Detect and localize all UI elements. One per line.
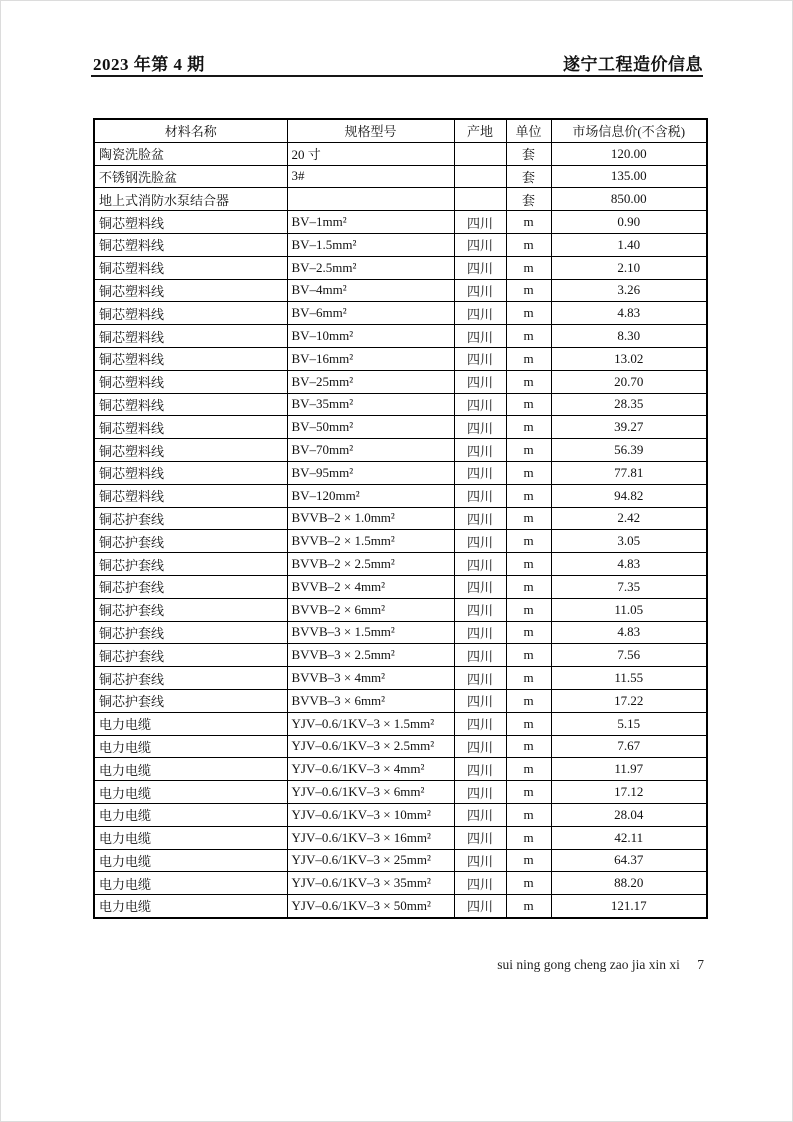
table-cell: 铜芯塑料线 (94, 393, 287, 416)
table-cell: 2.10 (551, 256, 707, 279)
table-cell: m (506, 667, 551, 690)
table-cell: 13.02 (551, 347, 707, 370)
table-cell (287, 188, 454, 211)
table-cell: 四川 (454, 484, 506, 507)
table-cell: 铜芯塑料线 (94, 416, 287, 439)
table-cell: 四川 (454, 712, 506, 735)
table-header-row (94, 119, 707, 142)
table-cell: 20 寸 (287, 142, 454, 165)
column-header-unit: 单位 (506, 119, 551, 142)
table-row (94, 849, 707, 872)
table-cell: 铜芯护套线 (94, 575, 287, 598)
table-cell: 四川 (454, 826, 506, 849)
table-cell: 电力电缆 (94, 895, 287, 918)
table-cell: 四川 (454, 553, 506, 576)
table-row (94, 895, 707, 918)
table-cell: 四川 (454, 575, 506, 598)
table-cell: BVVB–2 × 1.5mm² (287, 530, 454, 553)
table-cell: BV–6mm² (287, 302, 454, 325)
table-row (94, 712, 707, 735)
table-cell: m (506, 530, 551, 553)
table-cell: 11.55 (551, 667, 707, 690)
table-cell: 铜芯护套线 (94, 507, 287, 530)
table-row (94, 325, 707, 348)
publication-title: 遂宁工程造价信息 (563, 55, 703, 74)
table-cell: 四川 (454, 758, 506, 781)
issue-label: 2023 年第 4 期 (93, 55, 205, 74)
table-row (94, 461, 707, 484)
table-row (94, 644, 707, 667)
table-cell: 8.30 (551, 325, 707, 348)
table-cell: BV–70mm² (287, 439, 454, 462)
table-cell: 铜芯护套线 (94, 689, 287, 712)
table-cell: m (506, 279, 551, 302)
table-cell: 4.83 (551, 621, 707, 644)
table-cell: 42.11 (551, 826, 707, 849)
table-cell: m (506, 712, 551, 735)
table-cell: 1.40 (551, 233, 707, 256)
table-cell: 39.27 (551, 416, 707, 439)
table-cell: 四川 (454, 621, 506, 644)
table-cell: 四川 (454, 781, 506, 804)
table-row (94, 393, 707, 416)
table-cell: m (506, 644, 551, 667)
table-cell: 7.67 (551, 735, 707, 758)
table-cell: 地上式消防水泵结合器 (94, 188, 287, 211)
column-header-price: 市场信息价(不含税) (551, 119, 707, 142)
table-cell: 四川 (454, 211, 506, 234)
table-row (94, 598, 707, 621)
table-row (94, 416, 707, 439)
table-row (94, 279, 707, 302)
table-cell: m (506, 598, 551, 621)
table-cell: 电力电缆 (94, 781, 287, 804)
table-cell: m (506, 370, 551, 393)
table-row (94, 142, 707, 165)
table-cell: 135.00 (551, 165, 707, 188)
table-cell: YJV–0.6/1KV–3 × 25mm² (287, 849, 454, 872)
table-cell: 四川 (454, 872, 506, 895)
table-cell: m (506, 872, 551, 895)
table-cell: BVVB–3 × 1.5mm² (287, 621, 454, 644)
table-cell: 0.90 (551, 211, 707, 234)
table-cell: 四川 (454, 370, 506, 393)
table-cell: YJV–0.6/1KV–3 × 1.5mm² (287, 712, 454, 735)
table-cell: 四川 (454, 461, 506, 484)
table-cell: 3.05 (551, 530, 707, 553)
table-cell: 铜芯塑料线 (94, 370, 287, 393)
table-cell: 铜芯塑料线 (94, 302, 287, 325)
table-row (94, 872, 707, 895)
table-cell: m (506, 484, 551, 507)
table-cell (454, 142, 506, 165)
table-cell: 120.00 (551, 142, 707, 165)
table-cell: 4.83 (551, 553, 707, 576)
table-cell: 铜芯护套线 (94, 667, 287, 690)
table-body (94, 142, 707, 918)
table-row (94, 667, 707, 690)
table-cell: 铜芯塑料线 (94, 325, 287, 348)
table-cell: 铜芯塑料线 (94, 233, 287, 256)
table-cell: YJV–0.6/1KV–3 × 6mm² (287, 781, 454, 804)
table-cell: 5.15 (551, 712, 707, 735)
table-cell: YJV–0.6/1KV–3 × 2.5mm² (287, 735, 454, 758)
table-cell: YJV–0.6/1KV–3 × 4mm² (287, 758, 454, 781)
table-cell: m (506, 553, 551, 576)
table-cell: 四川 (454, 530, 506, 553)
table-cell: BVVB–2 × 6mm² (287, 598, 454, 621)
table-row (94, 233, 707, 256)
table-cell: BVVB–2 × 2.5mm² (287, 553, 454, 576)
table-cell: BVVB–2 × 1.0mm² (287, 507, 454, 530)
table-cell: 铜芯塑料线 (94, 484, 287, 507)
table-cell: m (506, 621, 551, 644)
table-cell: 铜芯塑料线 (94, 211, 287, 234)
table-cell: m (506, 325, 551, 348)
table-cell: m (506, 895, 551, 918)
table-cell: 850.00 (551, 188, 707, 211)
table-cell: 四川 (454, 325, 506, 348)
table-row (94, 370, 707, 393)
table-cell: 电力电缆 (94, 872, 287, 895)
table-cell: BV–120mm² (287, 484, 454, 507)
table-cell: m (506, 416, 551, 439)
table-cell: m (506, 256, 551, 279)
table-cell: 四川 (454, 256, 506, 279)
table-cell: 陶瓷洗脸盆 (94, 142, 287, 165)
table-cell: 套 (506, 188, 551, 211)
table-cell: 四川 (454, 735, 506, 758)
table-cell: 四川 (454, 233, 506, 256)
page-footer (497, 957, 704, 973)
table-row (94, 826, 707, 849)
table-cell (454, 165, 506, 188)
table-cell: 四川 (454, 439, 506, 462)
table-cell: m (506, 849, 551, 872)
table-cell: m (506, 393, 551, 416)
table-cell: BV–4mm² (287, 279, 454, 302)
table-cell: BV–35mm² (287, 393, 454, 416)
table-cell: m (506, 347, 551, 370)
table-cell: m (506, 826, 551, 849)
table-row (94, 621, 707, 644)
table-cell: m (506, 302, 551, 325)
table-cell: 铜芯塑料线 (94, 256, 287, 279)
table-cell: BV–95mm² (287, 461, 454, 484)
table-cell: 电力电缆 (94, 803, 287, 826)
table-cell: YJV–0.6/1KV–3 × 50mm² (287, 895, 454, 918)
table-cell: 四川 (454, 598, 506, 621)
table-cell: BV–10mm² (287, 325, 454, 348)
table-row (94, 758, 707, 781)
table-cell: 2.42 (551, 507, 707, 530)
table-cell: 铜芯塑料线 (94, 461, 287, 484)
table-cell: m (506, 575, 551, 598)
table-cell: m (506, 439, 551, 462)
table-row (94, 530, 707, 553)
table-cell: 铜芯护套线 (94, 530, 287, 553)
table-cell: 11.05 (551, 598, 707, 621)
table-cell: m (506, 758, 551, 781)
table-cell: 四川 (454, 507, 506, 530)
table-cell: m (506, 233, 551, 256)
table-cell: 四川 (454, 667, 506, 690)
table-cell: 四川 (454, 689, 506, 712)
table-cell: 铜芯塑料线 (94, 347, 287, 370)
table-cell: 电力电缆 (94, 712, 287, 735)
table-row (94, 735, 707, 758)
table-cell: YJV–0.6/1KV–3 × 16mm² (287, 826, 454, 849)
table-cell: 64.37 (551, 849, 707, 872)
table-cell: m (506, 735, 551, 758)
table-cell: 28.35 (551, 393, 707, 416)
table-cell: BV–16mm² (287, 347, 454, 370)
table-row (94, 211, 707, 234)
table-cell: BVVB–3 × 2.5mm² (287, 644, 454, 667)
column-header-origin: 产地 (454, 119, 506, 142)
table-cell: 四川 (454, 644, 506, 667)
table-cell: 77.81 (551, 461, 707, 484)
header-rule (91, 75, 703, 77)
table-cell: 56.39 (551, 439, 707, 462)
table-cell: 不锈钢洗脸盆 (94, 165, 287, 188)
table-cell (454, 188, 506, 211)
table-cell: 铜芯塑料线 (94, 439, 287, 462)
table-row (94, 575, 707, 598)
table-cell: 17.22 (551, 689, 707, 712)
table-cell: 28.04 (551, 803, 707, 826)
table-cell: 套 (506, 165, 551, 188)
table-cell: 四川 (454, 849, 506, 872)
table-cell: 3.26 (551, 279, 707, 302)
table-cell: 88.20 (551, 872, 707, 895)
table-cell: 电力电缆 (94, 849, 287, 872)
table-cell: BV–50mm² (287, 416, 454, 439)
table-cell: 7.35 (551, 575, 707, 598)
table-cell: 3# (287, 165, 454, 188)
table-cell: 11.97 (551, 758, 707, 781)
table-cell: 套 (506, 142, 551, 165)
table-cell: BV–1mm² (287, 211, 454, 234)
table-cell: 电力电缆 (94, 826, 287, 849)
table-cell: BV–2.5mm² (287, 256, 454, 279)
table-cell: BVVB–2 × 4mm² (287, 575, 454, 598)
table-cell: 20.70 (551, 370, 707, 393)
table-cell: 四川 (454, 302, 506, 325)
table-cell: 7.56 (551, 644, 707, 667)
table-cell: m (506, 803, 551, 826)
table-cell: 121.17 (551, 895, 707, 918)
table-row (94, 803, 707, 826)
table-cell: 铜芯护套线 (94, 598, 287, 621)
table-row (94, 165, 707, 188)
table-cell: 电力电缆 (94, 735, 287, 758)
table-cell: 4.83 (551, 302, 707, 325)
table-cell: 铜芯护套线 (94, 553, 287, 576)
table-cell: 四川 (454, 279, 506, 302)
table-row (94, 484, 707, 507)
table-cell: 四川 (454, 803, 506, 826)
table-row (94, 188, 707, 211)
table-row (94, 256, 707, 279)
table-cell: m (506, 689, 551, 712)
table-cell: 铜芯护套线 (94, 644, 287, 667)
page-number: 7 (697, 957, 704, 972)
table-cell: YJV–0.6/1KV–3 × 35mm² (287, 872, 454, 895)
footer-pinyin: sui ning gong cheng zao jia xin xi (497, 957, 680, 972)
table-row (94, 781, 707, 804)
table-cell: 铜芯塑料线 (94, 279, 287, 302)
table-cell: BVVB–3 × 6mm² (287, 689, 454, 712)
table-cell: BV–1.5mm² (287, 233, 454, 256)
table-cell: 铜芯护套线 (94, 621, 287, 644)
table-cell: m (506, 461, 551, 484)
table-row (94, 689, 707, 712)
table-cell: m (506, 211, 551, 234)
price-table (93, 118, 708, 919)
table-cell: m (506, 507, 551, 530)
table-cell: 17.12 (551, 781, 707, 804)
table-cell: 四川 (454, 895, 506, 918)
table-cell: BVVB–3 × 4mm² (287, 667, 454, 690)
table-cell: YJV–0.6/1KV–3 × 10mm² (287, 803, 454, 826)
table-cell: 四川 (454, 393, 506, 416)
table-row (94, 553, 707, 576)
table-cell: 94.82 (551, 484, 707, 507)
table-cell: m (506, 781, 551, 804)
table-row (94, 507, 707, 530)
page-header (93, 50, 703, 75)
table-cell: 四川 (454, 416, 506, 439)
table-row (94, 439, 707, 462)
table-row (94, 347, 707, 370)
column-header-spec: 规格型号 (287, 119, 454, 142)
table-row (94, 302, 707, 325)
column-header-material: 材料名称 (94, 119, 287, 142)
table-cell: 四川 (454, 347, 506, 370)
table-cell: 电力电缆 (94, 758, 287, 781)
table-header (94, 119, 707, 142)
table-cell: BV–25mm² (287, 370, 454, 393)
